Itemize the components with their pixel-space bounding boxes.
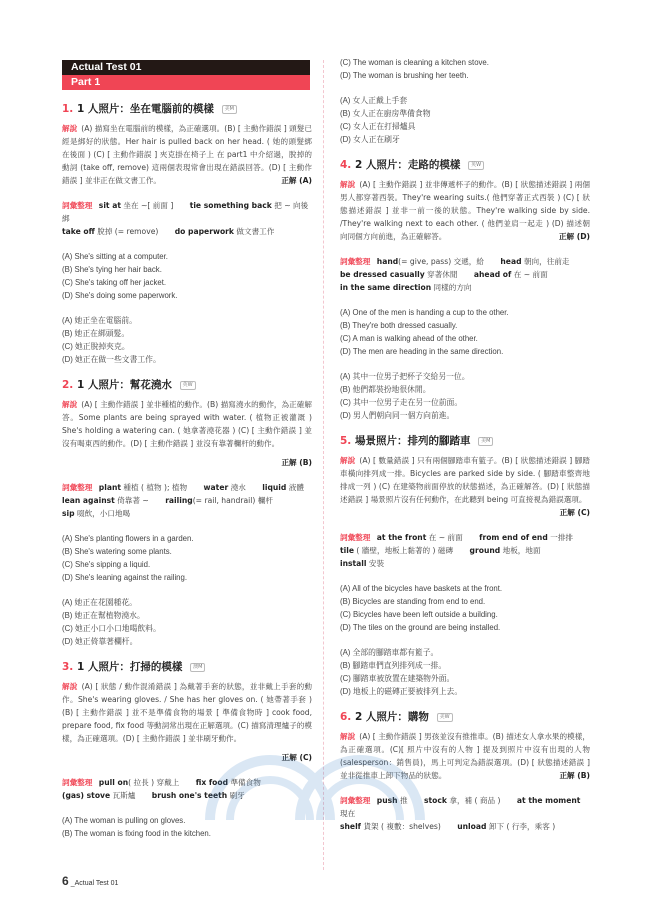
question-title: 6. 2 人照片：購物 美W <box>340 710 590 724</box>
vocab-list: 詞彙整理 push 推 stock 拿，補 ( 商品 ) at the moment 現在 shelf 貨架 ( 複數：shelves) unload 卸下 ( 行李，乘客 ) <box>340 796 581 831</box>
answer: 正解 (C) <box>559 508 590 517</box>
explanation: 解說 (A) [ 數量錯誤 ] 只有兩個腳踏車有籃子。(B) [ 狀態描述錯誤 ] 腳踏車橫向排列成一排。Bicycles are parked side by side. ( 腳踏車整齊地排成一列 ) (C) 在建築物前面停放的狀態描述，為正確解答。(D) [ 狀態描述錯誤 ] 場景照片沒有任何動作，在此聽到 being 可直接視為錯誤選項。 正解 (C) <box>340 456 590 517</box>
explanation: 解說 (A) [ 主動作錯誤 ] 並非傳遞杯子的動作。(B) [ 狀態描述錯誤 ] 兩個男人都穿著西裝。They're wearing suits.( 他們穿著正式西裝 ) (C) [ 狀態描述錯誤 ] 並非一前一後的狀態。They're walking side by side. /They're walking next to each other. ( 他們並肩一起走 ) (D) 描述朝向同個方向前進，為正確解答。 正解 (D) <box>340 180 590 241</box>
question-4 <box>340 158 590 422</box>
options-english: (A) The woman is pulling on gloves. (B) The woman is fixing food in the kitchen. <box>62 816 211 838</box>
answer: 正解 (D) <box>558 232 590 241</box>
column-divider <box>323 60 324 870</box>
accent-badge: 美M <box>478 437 493 446</box>
question-6 <box>340 710 590 833</box>
options-english-continued: (C) The woman is cleaning a kitchen stove. (D) The woman is brushing her teeth. <box>340 58 489 80</box>
accent-badge: 美M <box>222 105 237 114</box>
options-english: (A) She's sitting at a computer. (B) She's tying her hair back. (C) She's taking off her jacket. (D) She's doing some paperwork. <box>62 252 178 300</box>
answer: 正解 (A) <box>281 176 312 185</box>
question-title: 4. 2 人照片：走路的模樣 英W <box>340 158 590 172</box>
options-english: (A) She's planting flowers in a garden. (B) She's watering some plants. (C) She's sipping a liquid. (D) She's leaning against the railing. <box>62 534 194 582</box>
options-english: (A) All of the bicycles have baskets at the front. (B) Bicycles are standing from end to end. (C) Bicycles have been left outside a building. (D) The tiles on the ground are being installed. <box>340 584 503 632</box>
options-chinese: (A) 全部的腳踏車都有籃子。 (B) 腳踏車們直列排列成一排。 (C) 腳踏車被放置在建築物外面。 (D) 地板上的磁磚正要被排列上去。 <box>340 648 463 696</box>
question-title: 3. 1 人照片：打掃的模樣 澳M <box>62 660 312 674</box>
answer: 正解 (B) <box>281 458 312 467</box>
vocab-list: 詞彙整理 at the front 在 ~ 前面 from end of end 一排排 tile ( 牆壁，地板上黏著的 ) 磁磚 ground 地板，地面 install 安裝 <box>340 533 573 568</box>
question-title: 2. 1 人照片：幫花澆水 英W <box>62 378 312 392</box>
question-3 <box>62 660 312 840</box>
explanation: 解說 (A) [ 狀態 / 動作混淆錯誤 ] 為戴著手套的狀態，並非戴上手套的動作。She's wearing gloves. / She has her gloves on. ( 她帶著手套 ) (B) [ 主動作錯誤 ] 並不是準備食物的場景 [ 準備食物時 ] cook food, prepare food, fix food 等動詞常出現在正解選項。(C) 描寫清理爐子的模樣，為正確選項。(D) [ 主動作錯誤 ] 並非刷牙動作。 <box>62 682 312 743</box>
options-chinese: (A) 其中一位男子把杯子交給另一位。 (B) 他們都裝扮地很休閒。 (C) 其中一位男子走在另一位前面。 (D) 男人們朝向同一個方向前進。 <box>340 372 470 420</box>
options-english: (A) One of the men is handing a cup to the other. (B) They're both dressed casually. (C) A man is walking ahead of the other. (D) The men are heading in the same direction. <box>340 308 509 356</box>
vocab-list: 詞彙整理 hand(= give, pass) 交遞，給 head 朝向，往前走 be dressed casually 穿著休閒 ahead of 在 ~ 前面 in the same direction 同樣的方向 <box>340 257 570 292</box>
question-5 <box>340 434 590 698</box>
accent-badge: 英W <box>468 161 484 170</box>
options-chinese: (A) 她正坐在電腦前。 (B) 她正在綁頭髮。 (C) 她正脫掉夾克。 (D) 她正在做一些文書工作。 <box>62 316 161 364</box>
accent-badge: 澳M <box>190 663 205 672</box>
accent-badge: 英W <box>180 381 196 390</box>
explanation: 解說 (A) 描寫坐在電腦前的模樣，為正確選項。(B) [ 主動作錯誤 ] 頭髮已經是綁好的狀態。Her hair is pulled back on her head. ( 她的頭髮綁在後面 ) (C) [ 主動作錯誤 ] 夾克掛在椅子上 在 part1 中介紹過，脫掉的動詞 (take off, remove) 這兩個表現常會出現在錯誤回答。(D) [ 主動作錯誤 ] 並非正在做文書工作。 正解 (A) <box>62 124 312 185</box>
right-column <box>340 56 590 833</box>
question-title: 1. 1 人照片：坐在電腦前的模樣 美M <box>62 102 312 116</box>
page-number: 6 <box>62 874 69 888</box>
explanation: 解說 (A) [ 主動作錯誤 ] 男孩並沒有推推車。(B) 描述女人拿水果的模樣，為正確選項。(C)[ 照片中沒有的人物 ] 提及到照片中沒有出現的人物 (salesperson：銷售員)，馬上可判定為錯誤選項。(D) [ 狀態描述錯誤 ] 並非從推車上卸下物品的狀態。 正解 (B) <box>340 732 590 780</box>
options-chinese: (A) 她正在花園種花。 (B) 她正在幫植物澆水。 (C) 她正小口小口地喝飲料。 (D) 她正倚靠著欄杆。 <box>62 598 161 646</box>
question-1 <box>62 102 312 366</box>
vocab-list: 詞彙整理 pull on( 拉長 ) 穿戴上 fix food 準備食物 (gas) stove 瓦斯爐 brush one's teeth 刷牙 <box>62 778 261 800</box>
question-2 <box>62 378 312 648</box>
left-column <box>62 60 312 840</box>
running-title: _Actual Test 01 <box>70 880 119 887</box>
vocab-list: 詞彙整理 plant 種植 ( 植物 ); 植物 water 澆水 liquid 液體 lean against 倚靠著 ~ railing(= rail, handrail) 欄杆 sip 啜飲，小口地喝 <box>62 483 304 518</box>
answer: 正解 (B) <box>559 771 590 780</box>
page-footer <box>62 874 118 888</box>
question-title: 5. 場景照片：排列的腳踏車 美M <box>340 434 590 448</box>
answer: 正解 (C) <box>281 753 312 762</box>
options-chinese: (A) 女人正戴上手套 (B) 女人正在廚房準備食物 (C) 女人正在打掃爐具 (D) 女人正在刷牙 <box>340 96 431 144</box>
vocab-list: 詞彙整理 sit at 坐在 ~[ 前面 ] tie something back 把 ~ 向後綁 take off 脫掉 (= remove) do paperwork 做文書工作 <box>62 201 309 236</box>
part-title-bar: Part 1 <box>62 75 310 90</box>
accent-badge: 美W <box>437 713 453 722</box>
test-title-bar: Actual Test 01 <box>62 60 310 75</box>
explanation: 解說 (A) [ 主動作錯誤 ] 並非種植的動作。(B) 描寫澆水的動作，為正確解答。Some plants are being sprayed with water. ( 植物正被灌溉 ) She's holding a watering can. ( 她拿著澆花器 ) (C) [ 主動作錯誤 ] 並沒有喝東西的動作。(D) [ 主動作錯誤 ] 並沒有靠著欄杆的動作。 <box>62 400 312 448</box>
